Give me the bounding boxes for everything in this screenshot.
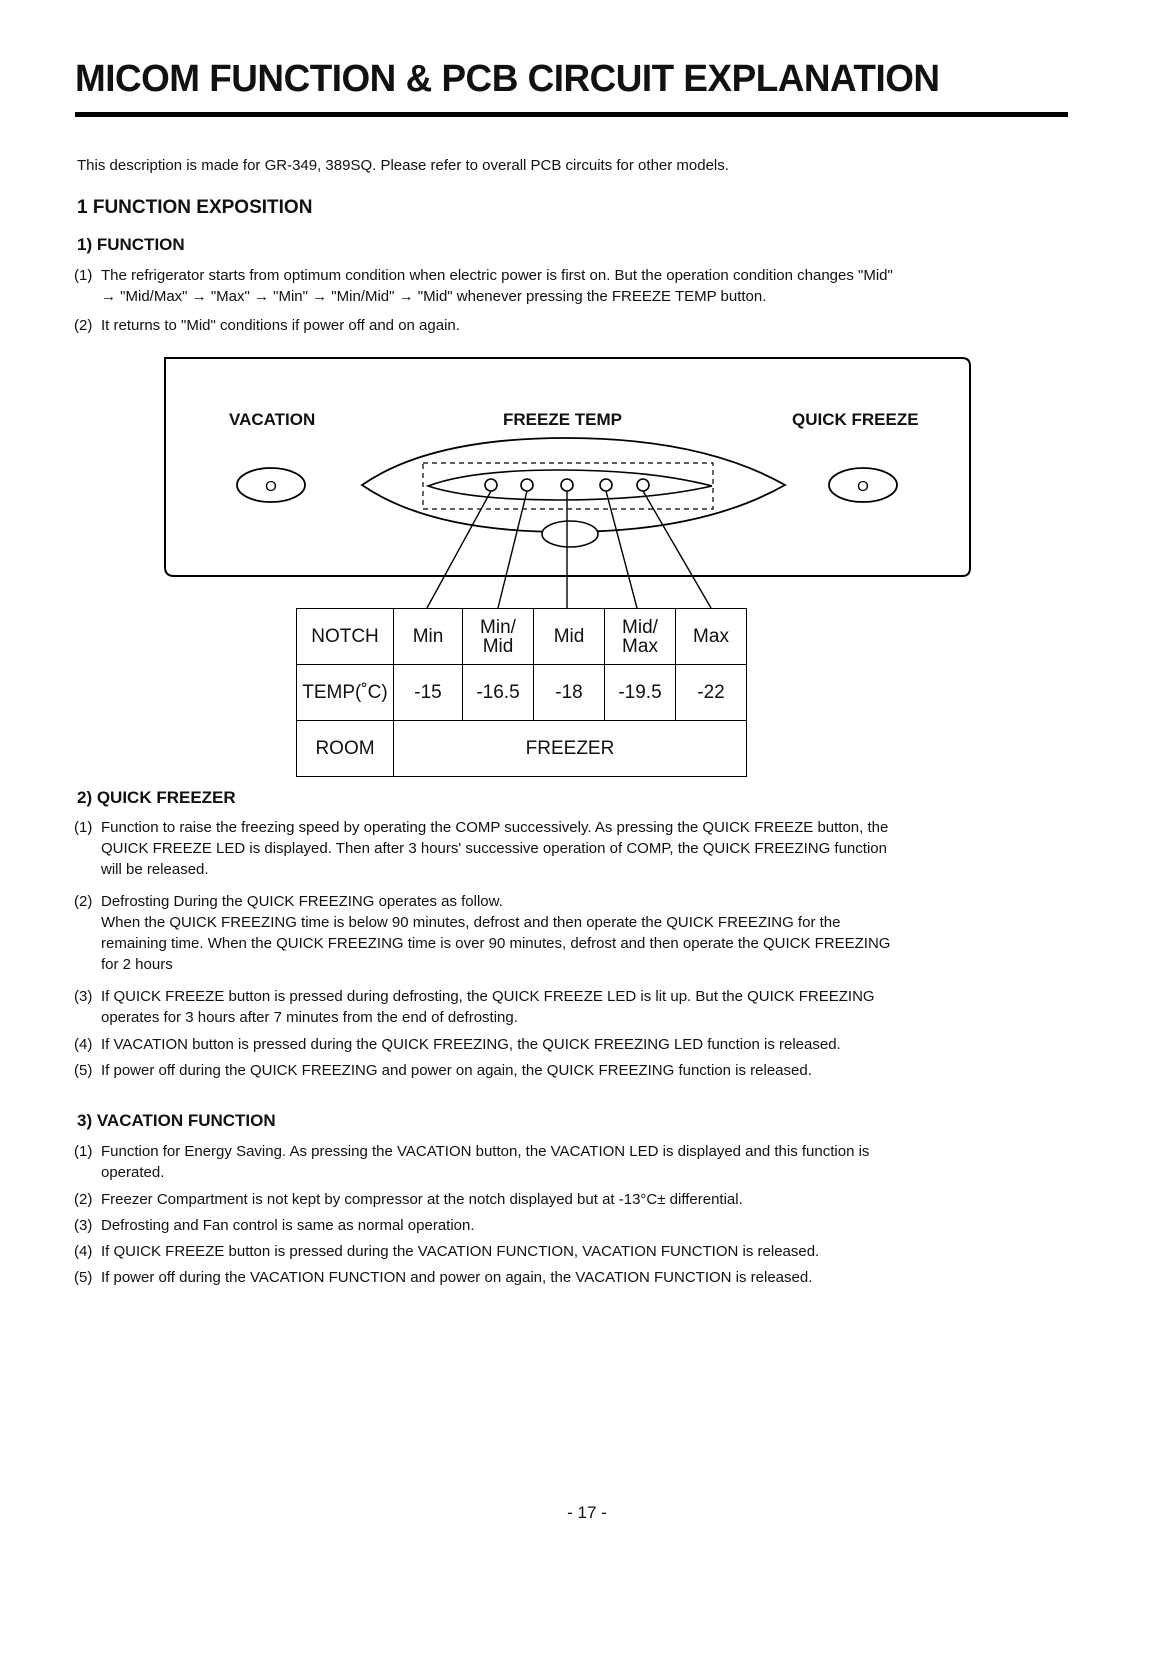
led-min-mid	[521, 479, 533, 491]
item-number: (4)	[74, 1036, 93, 1053]
item-number: (5)	[74, 1269, 93, 1286]
item-text: If power off during the VACATION FUNCTION and power on again, the VACATION FUNCTION is released.	[101, 1269, 813, 1286]
notch-cell: Min	[394, 609, 463, 665]
notch-header: NOTCH	[297, 609, 394, 665]
quick-freeze-label: QUICK FREEZE	[792, 410, 919, 429]
item-text: If power off during the QUICK FREEZING and power on again, the QUICK FREEZING function is released.	[101, 1062, 812, 1079]
item-text: for 2 hours	[101, 956, 173, 973]
led-max	[637, 479, 649, 491]
item-text: It returns to "Mid" conditions if power off and on again.	[101, 317, 460, 334]
item-text: QUICK FREEZE LED is displayed. Then after 3 hours' successive operation of COMP, the QUICK FREEZING function	[101, 840, 887, 857]
temp-cell: -16.5	[463, 665, 534, 721]
section-heading-function-exposition: 1 FUNCTION EXPOSITION	[77, 197, 313, 218]
item-number: (2)	[74, 317, 93, 334]
quick-freezer-item-5	[74, 1060, 1064, 1081]
item-text: Defrosting During the QUICK FREEZING operates as follow.	[101, 893, 503, 910]
temp-header: TEMP(˚C)	[297, 665, 394, 721]
notch-cell: Max	[676, 609, 747, 665]
temp-cell: -15	[394, 665, 463, 721]
vacation-button-glyph: O	[265, 478, 277, 495]
quick-freezer-item-1	[74, 817, 1064, 880]
item-text: When the QUICK FREEZING time is below 90 minutes, defrost and then operate the QUICK FREEZING for the	[101, 914, 841, 931]
quick-freezer-item-3	[74, 986, 1064, 1028]
subheading-vacation-function: 3) VACATION FUNCTION	[77, 1111, 276, 1130]
vacation-item-5	[74, 1267, 1064, 1288]
item-text: will be released.	[101, 861, 209, 878]
item-number: (3)	[74, 1217, 93, 1234]
intro-text: This description is made for GR-349, 389SQ. Please refer to overall PCB circuits for other models.	[77, 157, 729, 174]
item-text: Freezer Compartment is not kept by compressor at the notch displayed but at -13°C± differential.	[101, 1191, 743, 1208]
vacation-item-2	[74, 1189, 1064, 1210]
quick-freeze-button-glyph: O	[857, 478, 869, 495]
item-text: Function to raise the freezing speed by operating the COMP successively. As pressing the QUICK FREEZE button, the	[101, 819, 889, 836]
freeze-temp-label: FREEZE TEMP	[503, 410, 623, 429]
item-text: If QUICK FREEZE button is pressed during defrosting, the QUICK FREEZE LED is lit up. But the QUICK FREEZING	[101, 988, 875, 1005]
item-number: (5)	[74, 1062, 93, 1079]
item-number: (3)	[74, 988, 93, 1005]
subheading-function: 1) FUNCTION	[77, 235, 185, 254]
temp-cell: -19.5	[605, 665, 676, 721]
notch-cell: Mid	[534, 609, 605, 665]
item-text: The refrigerator starts from optimum condition when electric power is first on. But the operation condition changes "Mid"	[101, 267, 893, 284]
vacation-item-3	[74, 1215, 1064, 1236]
temp-cell: -22	[676, 665, 747, 721]
item-text: operated.	[101, 1164, 165, 1181]
led-mid	[561, 479, 573, 491]
item-number: (1)	[74, 1143, 93, 1160]
item-text: Function for Energy Saving. As pressing the VACATION button, the VACATION LED is displayed and this function is	[101, 1143, 870, 1160]
vacation-label: VACATION	[229, 410, 316, 429]
room-header: ROOM	[297, 721, 394, 777]
page-number: - 17 -	[567, 1503, 607, 1522]
notch-temperature-table	[296, 608, 747, 777]
vacation-item-4	[74, 1241, 1064, 1262]
item-text: → "Mid/Max" → "Max" → "Min" → "Min/Mid" → "Mid" whenever pressing the FREEZE TEMP button.	[101, 288, 767, 305]
item-number: (4)	[74, 1243, 93, 1260]
quick-freezer-item-2	[74, 891, 1064, 975]
item-text: If VACATION button is pressed during the QUICK FREEZING, the QUICK FREEZING LED function is released.	[101, 1036, 841, 1053]
temp-cell: -18	[534, 665, 605, 721]
page-title: MICOM FUNCTION & PCB CIRCUIT EXPLANATION	[75, 58, 940, 100]
notch-cell: Mid/ Max	[605, 609, 676, 665]
item-text: remaining time. When the QUICK FREEZING time is over 90 minutes, defrost and then operate the QUICK FREEZING	[101, 935, 891, 952]
led-mid-max	[600, 479, 612, 491]
quick-freezer-item-4	[74, 1034, 1064, 1055]
vacation-item-1	[74, 1141, 1064, 1183]
item-number: (2)	[74, 1191, 93, 1208]
room-value: FREEZER	[394, 721, 747, 777]
item-number: (1)	[74, 819, 93, 836]
subheading-quick-freezer: 2) QUICK FREEZER	[77, 788, 236, 807]
item-number: (2)	[74, 893, 93, 910]
freeze-temp-button-shape	[542, 521, 598, 547]
led-min	[485, 479, 497, 491]
notch-cell: Min/ Mid	[463, 609, 534, 665]
item-text: If QUICK FREEZE button is pressed during the VACATION FUNCTION, VACATION FUNCTION is released.	[101, 1243, 820, 1260]
item-text: operates for 3 hours after 7 minutes from the end of defrosting.	[101, 1009, 518, 1026]
item-text: Defrosting and Fan control is same as normal operation.	[101, 1217, 475, 1234]
item-number: (1)	[74, 267, 93, 284]
